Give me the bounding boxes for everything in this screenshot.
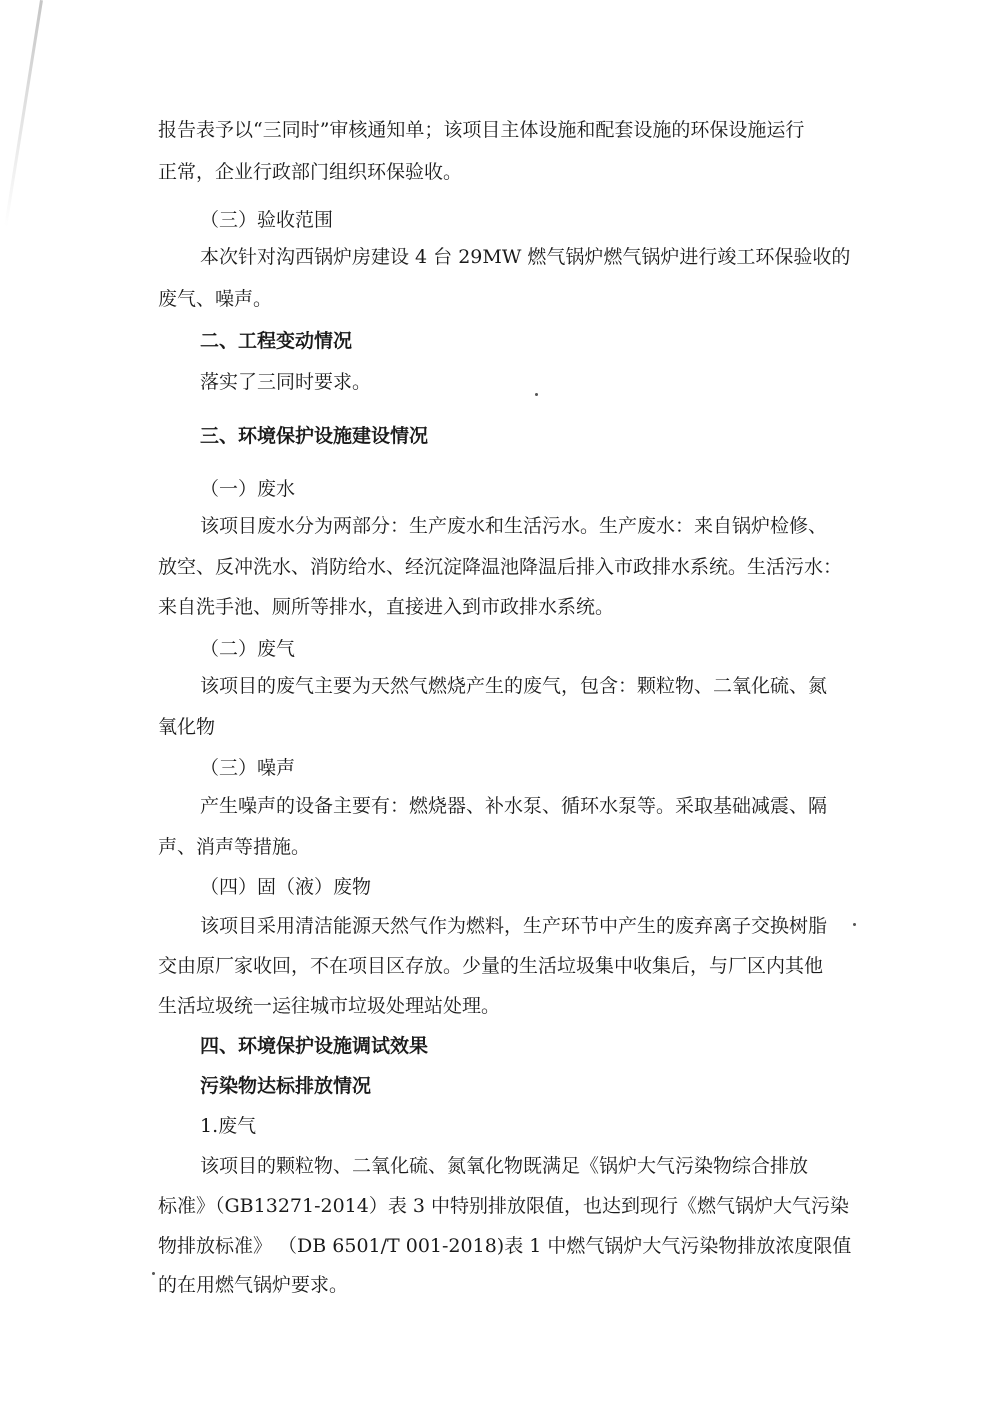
section-heading: 二、工程变动情况 (200, 330, 353, 352)
paragraph-line: 该项目废水分为两部分：生产废水和生活污水。生产废水：来自锅炉检修、 (200, 515, 828, 537)
subsection-heading: 1.废气 (200, 1115, 257, 1137)
paragraph-line: 物排放标准》 （DB 6501/T 001-2018)表 1 中燃气锅炉大气污染物排放浓度限值 (158, 1235, 852, 1257)
paragraph-line: 报告表予以“三同时”审核通知单；该项目主体设施和配套设施的环保设施运行 (158, 119, 805, 141)
paragraph-line: 氧化物 (158, 716, 216, 738)
scan-edge-mark (4, 0, 43, 228)
paragraph-line: 该项目采用清洁能源天然气作为燃料，生产环节中产生的废弃离子交换树脂 (200, 915, 828, 937)
paragraph-line: 该项目的颗粒物、二氧化硫、氮氧化物既满足《锅炉大气污染物综合排放 (200, 1155, 809, 1177)
subsection-heading: （一）废水 (200, 478, 296, 500)
subsection-heading: （三）验收范围 (200, 209, 334, 231)
paragraph-line: 标准》（GB13271-2014）表 3 中特别排放限值，也达到现行《燃气锅炉大气污染 (158, 1195, 850, 1217)
paragraph-line: 产生噪声的设备主要有：燃烧器、补水泵、循环水泵等。采取基础减震、隔 (200, 795, 828, 817)
paragraph-line: 的在用燃气锅炉要求。 (158, 1274, 349, 1296)
section-heading: 四、环境保护设施调试效果 (200, 1035, 429, 1057)
subsection-heading: （四）固（液）废物 (200, 876, 372, 898)
section-heading: 三、环境保护设施建设情况 (200, 425, 429, 447)
subsection-heading: （二）废气 (200, 638, 296, 660)
paragraph-line: 本次针对沟西锅炉房建设 4 台 29MW 燃气锅炉燃气锅炉进行竣工环保验收的 (200, 246, 851, 268)
paragraph-line: 正常，企业行政部门组织环保验收。 (158, 161, 463, 183)
paragraph-line: 生活垃圾统一运往城市垃圾处理站处理。 (158, 995, 501, 1017)
subsection-heading: （三）噪声 (200, 757, 296, 779)
paragraph-line: 交由原厂家收回，不在项目区存放。少量的生活垃圾集中收集后，与厂区内其他 (158, 955, 824, 977)
subsection-heading: 污染物达标排放情况 (200, 1075, 372, 1097)
paragraph-line: 声、消声等措施。 (158, 836, 311, 858)
paragraph-line: 放空、反冲洗水、消防给水、经沉淀降温池降温后排入市政排水系统。生活污水： (158, 556, 843, 578)
paragraph-line: 落实了三同时要求。 (200, 371, 372, 393)
paragraph-line: 来自洗手池、厕所等排水，直接进入到市政排水系统。 (158, 596, 615, 618)
scan-speck (152, 1272, 155, 1275)
paragraph-line: 该项目的废气主要为天然气燃烧产生的废气，包含：颗粒物、二氧化硫、氮 (200, 675, 828, 697)
paragraph-line: 废气、噪声。 (158, 288, 273, 310)
